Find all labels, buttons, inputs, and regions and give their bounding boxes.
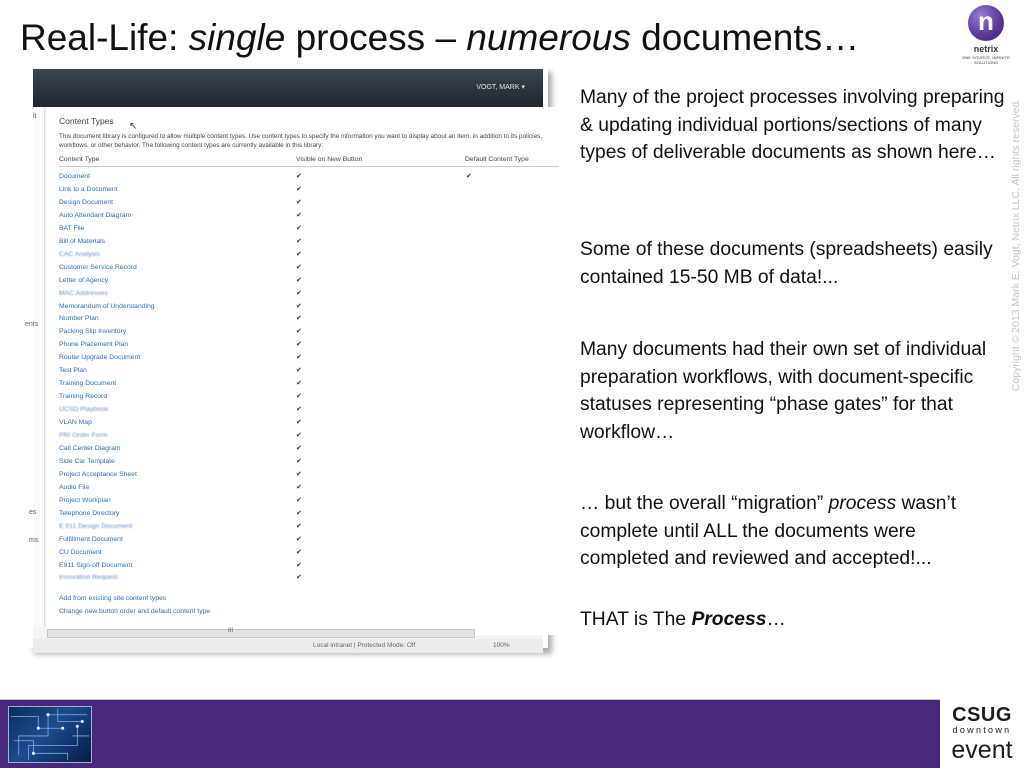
content-type-row bbox=[59, 339, 559, 352]
content-types-panel bbox=[47, 107, 557, 635]
content-type-row bbox=[59, 171, 559, 184]
content-type-row bbox=[59, 365, 559, 378]
status-zone: Local intranet | Protected Mode: Off bbox=[313, 642, 416, 649]
visible-checkmark-icon: ✔ bbox=[296, 263, 302, 271]
visible-checkmark-icon: ✔ bbox=[296, 211, 302, 219]
content-type-row bbox=[59, 184, 559, 197]
content-type-row bbox=[59, 326, 559, 339]
status-zoom[interactable]: 100% bbox=[493, 642, 510, 649]
left-nav-fragment: lt bbox=[33, 113, 37, 120]
process-bold-italic: Process bbox=[691, 609, 767, 630]
content-type-row bbox=[59, 301, 559, 314]
csug-logo-event: event bbox=[951, 736, 1013, 764]
content-type-link[interactable]: Fulfillment Document bbox=[59, 535, 123, 543]
content-type-row bbox=[59, 508, 559, 521]
visible-checkmark-icon: ✔ bbox=[296, 561, 302, 569]
content-type-link[interactable]: Document bbox=[59, 173, 90, 180]
add-content-types-link[interactable]: Add from existing site content types bbox=[59, 595, 167, 602]
content-type-row bbox=[59, 249, 559, 262]
content-type-row bbox=[59, 572, 559, 585]
visible-checkmark-icon: ✔ bbox=[296, 237, 302, 245]
content-type-row bbox=[59, 404, 559, 417]
csug-logo-title: CSUG bbox=[952, 704, 1012, 726]
content-types-title: Content Types bbox=[59, 116, 114, 126]
process-text-a: THAT is The bbox=[580, 609, 692, 630]
visible-checkmark-icon: ✔ bbox=[296, 574, 302, 582]
content-type-row bbox=[59, 534, 559, 547]
content-type-row bbox=[59, 197, 559, 210]
visible-checkmark-icon: ✔ bbox=[296, 419, 302, 427]
column-header-content-type: Content Type bbox=[59, 156, 100, 163]
content-type-link[interactable]: UCSD Playbook bbox=[59, 406, 109, 414]
migration-text-b: wasn’t complete until ALL the documents were completed and reviewed and accepted!... bbox=[580, 493, 957, 569]
visible-checkmark-icon: ✔ bbox=[296, 328, 302, 336]
content-type-link[interactable]: Innovation Request bbox=[59, 574, 118, 582]
content-type-link[interactable]: Side Car Template bbox=[59, 457, 115, 465]
visible-checkmark-icon: ✔ bbox=[296, 224, 302, 232]
title-text-2: process – bbox=[285, 17, 467, 58]
left-nav-fragment: ents bbox=[25, 321, 39, 328]
visible-checkmark-icon: ✔ bbox=[296, 535, 302, 543]
footer-band bbox=[0, 700, 940, 768]
visible-checkmark-icon: ✔ bbox=[296, 276, 302, 284]
content-type-link[interactable]: CU Document bbox=[59, 548, 102, 556]
content-type-link[interactable]: E911 Sign-off Document bbox=[59, 561, 133, 569]
visible-checkmark-icon: ✔ bbox=[296, 393, 302, 401]
content-type-link[interactable]: Customer Service Record bbox=[59, 263, 137, 271]
content-type-row bbox=[59, 262, 559, 275]
content-type-link[interactable]: Bill of Materials bbox=[59, 237, 106, 245]
content-type-link[interactable]: Project Workplan bbox=[59, 496, 111, 504]
content-type-row bbox=[59, 391, 559, 404]
content-type-row bbox=[59, 469, 559, 482]
content-type-link[interactable]: Training Document bbox=[59, 380, 117, 388]
copyright-notice bbox=[1007, 85, 1025, 405]
content-type-row bbox=[59, 275, 559, 288]
user-menu[interactable]: VOGT, MARK ▾ bbox=[476, 84, 525, 91]
title-text-1: Real-Life: bbox=[20, 17, 189, 58]
left-nav-fragment: es bbox=[29, 509, 37, 516]
netrix-logo-tagline: ONE SOURCE, INFINITE SOLUTIONS bbox=[962, 55, 1010, 65]
visible-checkmark-icon: ✔ bbox=[296, 496, 302, 504]
content-type-link[interactable]: Training Record bbox=[59, 393, 108, 401]
visible-checkmark-icon: ✔ bbox=[296, 522, 302, 530]
csug-logo-downtown: downtown bbox=[952, 725, 1012, 735]
content-type-link[interactable]: MAC Addresses bbox=[59, 289, 108, 297]
content-type-link[interactable]: Letter of Agency bbox=[59, 276, 109, 284]
content-type-row bbox=[59, 236, 559, 249]
content-type-row bbox=[59, 482, 559, 495]
copyright-text: Copyright © 2013 Mark E. Vogt, Netrix LLC. All rights reserved. bbox=[1010, 98, 1022, 392]
visible-checkmark-icon: ✔ bbox=[296, 470, 302, 478]
visible-checkmark-icon: ✔ bbox=[296, 444, 302, 452]
content-type-link[interactable]: CAC Analysis bbox=[59, 250, 101, 258]
content-type-row bbox=[59, 352, 559, 365]
content-type-link[interactable]: Call Center Diagram bbox=[59, 444, 121, 452]
content-type-link[interactable]: Project Acceptance Sheet bbox=[59, 470, 137, 478]
slide-title bbox=[20, 16, 859, 60]
paragraph-processes: Many of the project processes involving preparing & updating individual portions/sections of many types of deliverable documents as shown here… bbox=[580, 87, 1005, 163]
visible-checkmark-icon: ✔ bbox=[296, 315, 302, 323]
title-text-3: documents… bbox=[630, 17, 860, 58]
mouse-cursor-icon: ↖ bbox=[129, 121, 138, 132]
horizontal-scrollbar[interactable] bbox=[47, 629, 475, 638]
content-type-row bbox=[59, 223, 559, 236]
visible-checkmark-icon: ✔ bbox=[296, 341, 302, 349]
visible-checkmark-icon: ✔ bbox=[296, 354, 302, 362]
content-type-row bbox=[59, 443, 559, 456]
circuit-board-image bbox=[8, 706, 92, 763]
content-type-link[interactable]: Number Plan bbox=[59, 315, 99, 323]
netrix-logo-wordmark: netrix bbox=[973, 44, 999, 54]
screenshot-top-bar bbox=[33, 69, 543, 107]
visible-checkmark-icon: ✔ bbox=[296, 289, 302, 297]
content-type-link[interactable]: Audio File bbox=[59, 483, 90, 491]
change-button-order-link[interactable]: Change new button order and default content type bbox=[59, 608, 211, 615]
title-italic-single: single bbox=[188, 17, 286, 58]
column-header-visible: Visible on New Button bbox=[296, 156, 363, 163]
content-type-link[interactable]: Link to a Document bbox=[59, 185, 118, 193]
content-types-header bbox=[59, 155, 559, 167]
content-type-link[interactable]: Test Plan bbox=[59, 367, 87, 375]
content-type-row bbox=[59, 560, 559, 573]
paragraph-migration bbox=[580, 490, 1005, 573]
content-type-link[interactable]: PRI Order Form bbox=[59, 432, 108, 439]
content-types-screenshot bbox=[25, 64, 548, 649]
content-type-row bbox=[59, 456, 559, 469]
csug-logo bbox=[944, 704, 1020, 766]
netrix-logo bbox=[950, 4, 1022, 64]
visible-checkmark-icon: ✔ bbox=[296, 173, 302, 180]
content-type-link[interactable]: E 911 Design Document bbox=[59, 522, 133, 530]
default-checkmark-icon: ✔ bbox=[466, 173, 472, 180]
circuit-graphic bbox=[9, 707, 91, 762]
visible-checkmark-icon: ✔ bbox=[296, 367, 302, 375]
content-type-row bbox=[59, 521, 559, 534]
visible-checkmark-icon: ✔ bbox=[296, 509, 302, 517]
migration-text-a: … but the overall “migration” bbox=[580, 493, 829, 514]
visible-checkmark-icon: ✔ bbox=[296, 198, 302, 206]
visible-checkmark-icon: ✔ bbox=[296, 457, 302, 465]
content-type-link[interactable]: Router Upgrade Document bbox=[59, 354, 141, 362]
content-type-link[interactable]: Telephone Directory bbox=[59, 509, 120, 517]
process-text-b: … bbox=[766, 609, 786, 630]
content-type-link[interactable]: VLAN Map bbox=[59, 419, 92, 427]
visible-checkmark-icon: ✔ bbox=[296, 483, 302, 491]
content-type-row bbox=[59, 547, 559, 560]
visible-checkmark-icon: ✔ bbox=[296, 185, 302, 193]
paragraph-workflows: Many documents had their own set of individual preparation workflows, with document-specific statuses representing “phase gates” for that workflow… bbox=[580, 339, 987, 443]
column-header-default: Default Content Type bbox=[465, 156, 529, 163]
content-type-row bbox=[59, 417, 559, 430]
content-types-description: This document library is configured to allow multiple content types. Use content types to specify the information you want to display about an item, in addition to its policies, workflows, or other behavior. The following content types are currently available in this library: bbox=[59, 133, 543, 149]
content-type-row bbox=[59, 495, 559, 508]
visible-checkmark-icon: ✔ bbox=[296, 250, 302, 258]
visible-checkmark-icon: ✔ bbox=[296, 302, 302, 310]
content-type-link[interactable]: Memorandum of Understanding bbox=[59, 302, 155, 310]
browser-status-bar bbox=[33, 639, 543, 653]
paragraph-the-process bbox=[580, 606, 1005, 634]
content-type-link[interactable]: BAT File bbox=[59, 224, 85, 232]
content-type-row bbox=[59, 378, 559, 391]
content-type-row bbox=[59, 210, 559, 223]
content-type-link[interactable]: Auto Attendant Diagram bbox=[59, 211, 132, 219]
visible-checkmark-icon: ✔ bbox=[296, 406, 302, 414]
content-type-link[interactable]: Design Document bbox=[59, 198, 114, 206]
visible-checkmark-icon: ✔ bbox=[296, 548, 302, 556]
migration-process-italic: process bbox=[828, 493, 897, 514]
visible-checkmark-icon: ✔ bbox=[296, 432, 302, 439]
screenshot-left-nav bbox=[25, 107, 45, 627]
left-nav-fragment: ms bbox=[29, 537, 39, 544]
content-type-row bbox=[59, 313, 559, 326]
scrollbar-grip: III bbox=[228, 628, 234, 634]
content-type-row bbox=[59, 288, 559, 301]
visible-checkmark-icon: ✔ bbox=[296, 380, 302, 388]
paragraph-spreadsheets: Some of these documents (spreadsheets) easily contained 15-50 MB of data!... bbox=[580, 239, 993, 288]
title-italic-numerous: numerous bbox=[466, 17, 631, 58]
content-type-link[interactable]: Phone Placement Plan bbox=[59, 341, 129, 349]
content-type-link[interactable]: Packing Slip Inventory bbox=[59, 328, 127, 336]
content-type-row bbox=[59, 430, 559, 443]
netrix-logo-mark: n bbox=[968, 5, 1004, 41]
